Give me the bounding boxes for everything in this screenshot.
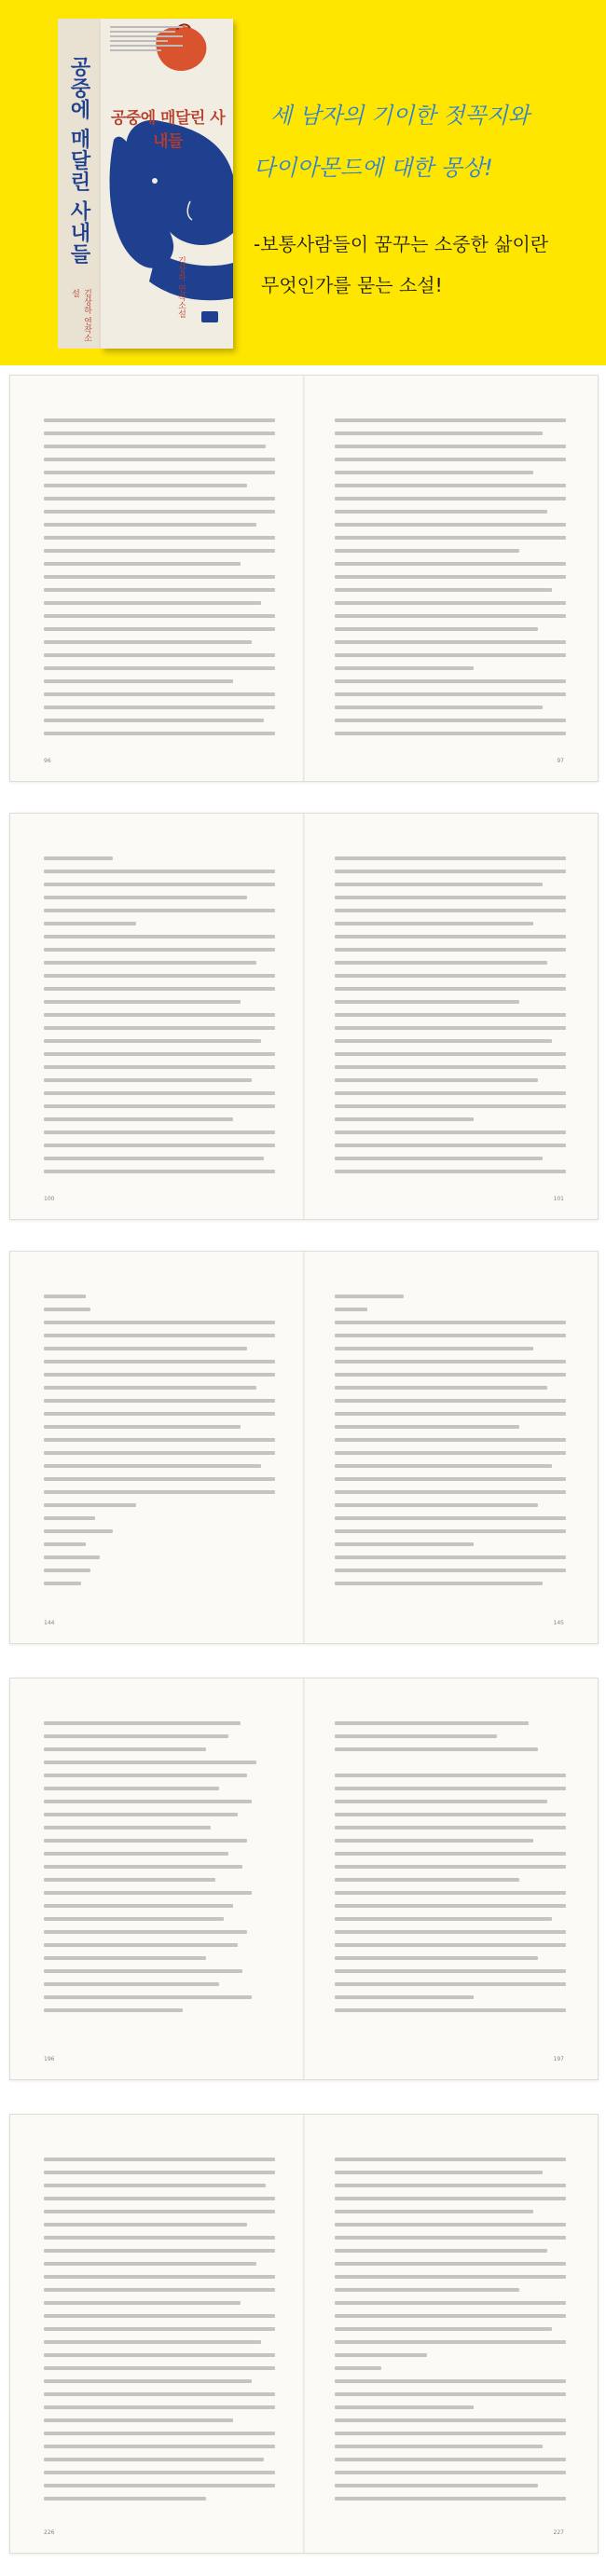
tagline-line-2: 다이아몬드에 대한 몽상! bbox=[254, 155, 493, 181]
book-cover bbox=[58, 19, 233, 349]
publisher-logo bbox=[201, 311, 218, 322]
spine-author: 김상하 연작소설 bbox=[70, 289, 91, 342]
page-spread bbox=[9, 2114, 599, 2554]
page-number-right: 197 bbox=[553, 2056, 564, 2062]
page-left bbox=[44, 418, 275, 745]
page-right bbox=[335, 856, 566, 1183]
page-spread bbox=[9, 1678, 599, 2080]
page-left bbox=[44, 2158, 275, 2510]
page-spread bbox=[9, 813, 599, 1220]
cover-author: 김상하 연작소설 bbox=[176, 256, 186, 318]
page-spread bbox=[9, 375, 599, 782]
page-left bbox=[44, 856, 275, 1183]
page-number-left: 196 bbox=[44, 2056, 55, 2062]
book-front bbox=[101, 19, 233, 349]
page-right bbox=[335, 1295, 566, 1595]
page-right bbox=[335, 2158, 566, 2510]
tagline-line-4: 무엇인가를 묻는 소설! bbox=[261, 274, 443, 296]
page-left bbox=[44, 1295, 275, 1595]
page-number-right: 101 bbox=[553, 1196, 564, 1202]
promo-banner bbox=[0, 0, 606, 365]
spine-title: 공중에 매달린 사내들 bbox=[67, 56, 90, 266]
page-right bbox=[335, 1721, 566, 2021]
page-spread bbox=[9, 1251, 599, 1644]
book-spine bbox=[58, 19, 102, 349]
page-left bbox=[44, 1721, 275, 2021]
cover-blurb bbox=[110, 26, 183, 84]
page-number-right: 97 bbox=[557, 758, 564, 764]
page-right bbox=[335, 418, 566, 745]
page-number-left: 226 bbox=[44, 2529, 55, 2536]
page-number-right: 145 bbox=[553, 1620, 564, 1626]
book-title: 공중에 매달린 사내들 bbox=[110, 109, 226, 151]
tagline-line-1: 세 남자의 기이한 젓꼭지와 bbox=[270, 103, 530, 129]
tagline-line-3: -보통사람들이 꿈꾸는 소중한 삶이란 bbox=[254, 233, 549, 255]
page-number-right: 227 bbox=[553, 2529, 564, 2536]
page-number-left: 100 bbox=[44, 1196, 55, 1202]
page-number-left: 144 bbox=[44, 1620, 55, 1626]
page-number-left: 96 bbox=[44, 758, 51, 764]
